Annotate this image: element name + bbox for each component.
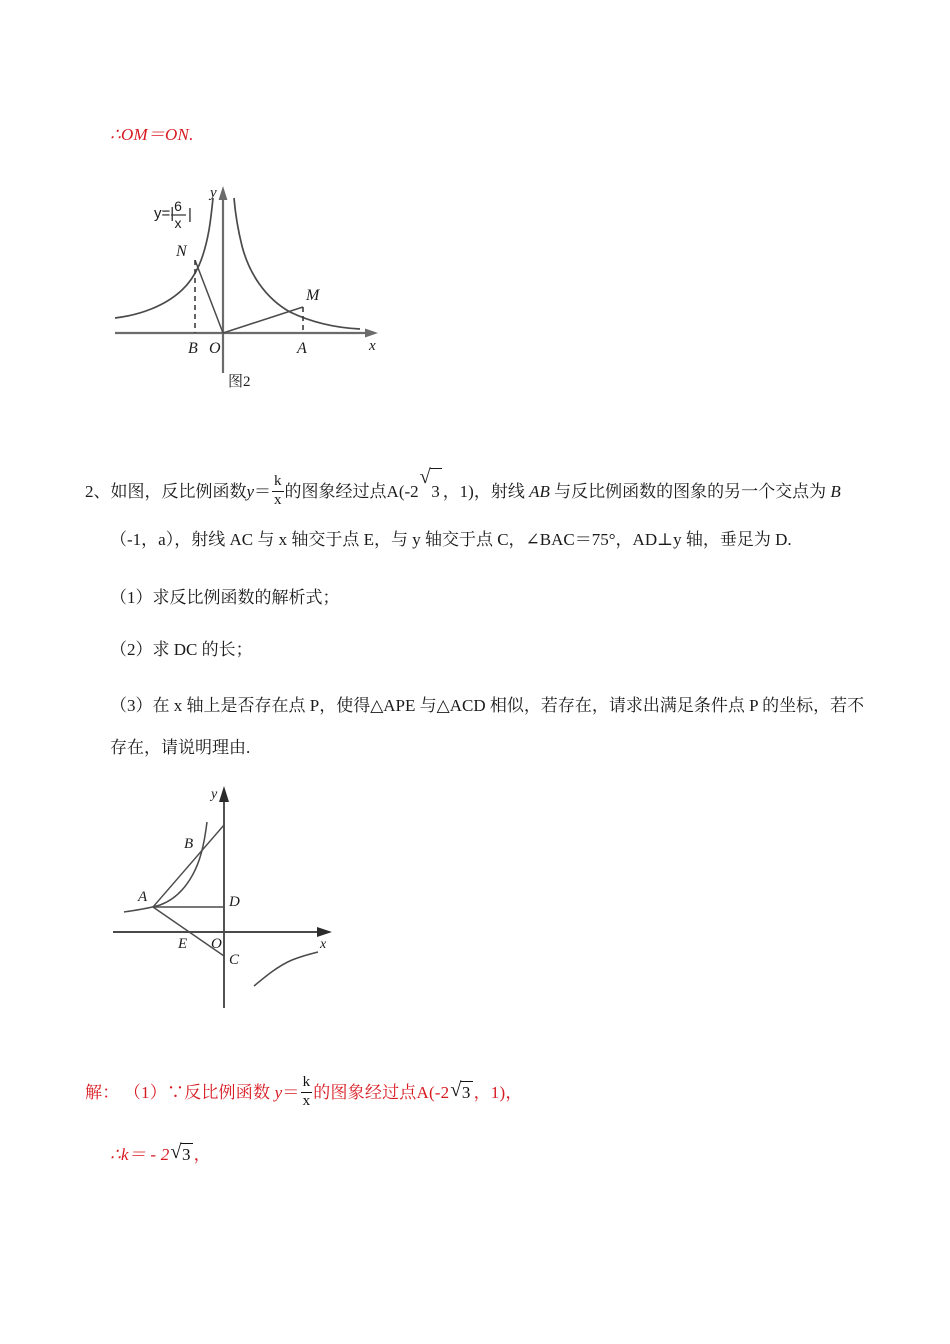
figure2-label-b: B [184,836,194,852]
problem-question-1: （1）求反比例函数的解析式； [110,588,340,607]
figure-2-svg [110,780,390,1015]
figure1-label-m: M [306,287,320,304]
figure1-label-b: B [188,340,198,357]
solution-line2-radical-sqrt3 [170,1140,192,1165]
problem-line1-text-c: ，1)，射线 [442,482,530,501]
figure-1-graph [110,178,390,378]
problem-fraction-numerator: k [272,474,284,491]
problem-statement-line-2: （-1，a），射线 AC 与 x 轴交于点 E，与 y 轴交于点 C，∠BAC＝75°，AD⊥y 轴，垂足为 D. [110,530,792,549]
problem-line1-ray-ab: AB [529,482,550,501]
figure1-label-a: A [297,340,307,357]
solution-line1-equals: ＝ [282,1083,300,1102]
figure2-label-e: E [178,936,188,952]
figure1-segment-om [223,307,303,333]
figure1-axis-y-label: y [210,185,217,201]
solution-line2-radicand: 3 [181,1145,191,1164]
solution-fraction-k-over-x [301,1075,313,1109]
figure1-curve-label-suffix: | [188,206,192,223]
figure1-label-n: N [176,243,187,260]
solution-line1-y: y [274,1083,283,1102]
problem-line1-y: y [246,482,255,501]
problem-radicand: 3 [430,468,442,514]
figure1-curve-label-denominator: x [174,215,182,231]
radical-sign-icon: √ [170,1140,182,1163]
problem-question-2: （2）求 DC 的长； [110,640,253,659]
solution-line2-text-b: ， [193,1145,211,1164]
figure2-label-o: O [211,936,222,952]
problem-question-3-line-1: （3）在 x 轴上是否存在点 P，使得△APE 与△ACD 相似，若存在，请求出满足条件点 P 的坐标，若不 [110,696,865,715]
figure1-segment-on [195,260,223,333]
conclusion-om-equals-on: ∴OM＝ON. [110,125,194,144]
solution-line1-text-c: ，1)， [473,1083,523,1102]
figure2-curve-quadrant-2 [124,822,207,912]
solution-line-1 [85,1074,523,1112]
figure2-y-arrow [219,786,229,802]
problem-line1-text-d: 与反比例函数的图象的另一个交点为 [549,482,831,501]
solution-radicand: 3 [461,1083,471,1102]
figure2-curve-quadrant-4 [254,952,318,986]
problem-line1-equals: ＝ [254,482,272,501]
problem-question-3-line-2: 存在，请说明理由. [110,738,251,757]
figure1-axis-x-label: x [369,338,376,354]
figure2-label-a: A [138,889,148,905]
problem-fraction-k-over-x [272,474,284,508]
figure2-x-arrow [317,927,332,937]
figure1-curve-label-prefix: y=| [154,205,175,222]
problem-statement-line-1 [85,465,841,514]
figure-1-svg [110,178,390,378]
problem-line1-text-a: 如图，反比例函数 [110,482,247,501]
problem-line1-text-b: 的图象经过点A(-2 [284,482,419,501]
figure-1-caption: 图2 [228,374,251,390]
solution-radical-sqrt3 [450,1078,472,1103]
problem-radical-sqrt3 [419,465,442,514]
figure2-label-d: D [229,894,240,910]
radical-sign-icon: √ [419,465,431,488]
figure2-axis-x-label: x [320,937,327,952]
figure1-label-o: O [209,340,221,357]
figure2-axis-y-label: y [211,787,218,802]
problem-fraction-denominator: x [274,491,282,508]
radical-sign-icon: √ [450,1078,462,1101]
solution-fraction-denominator: x [302,1092,311,1109]
problem-number: 2、 [85,482,111,501]
figure1-y-arrow [219,186,228,200]
solution-line-2 [110,1140,211,1165]
solution-line2-text-a: ∴k＝ - 2 [110,1145,170,1164]
solution-fraction-numerator: k [301,1075,313,1092]
figure-2-graph [110,780,390,1015]
problem-line1-point-b: B [830,482,841,501]
solution-line1-text-b: 的图象经过点A(-2 [313,1083,450,1102]
figure1-x-arrow [365,329,378,338]
figure2-label-c: C [229,952,240,968]
figure1-curve-label-numerator: 6 [174,198,182,214]
solution-line1-text-a: 解： （1）∵反比例函数 [85,1083,275,1102]
